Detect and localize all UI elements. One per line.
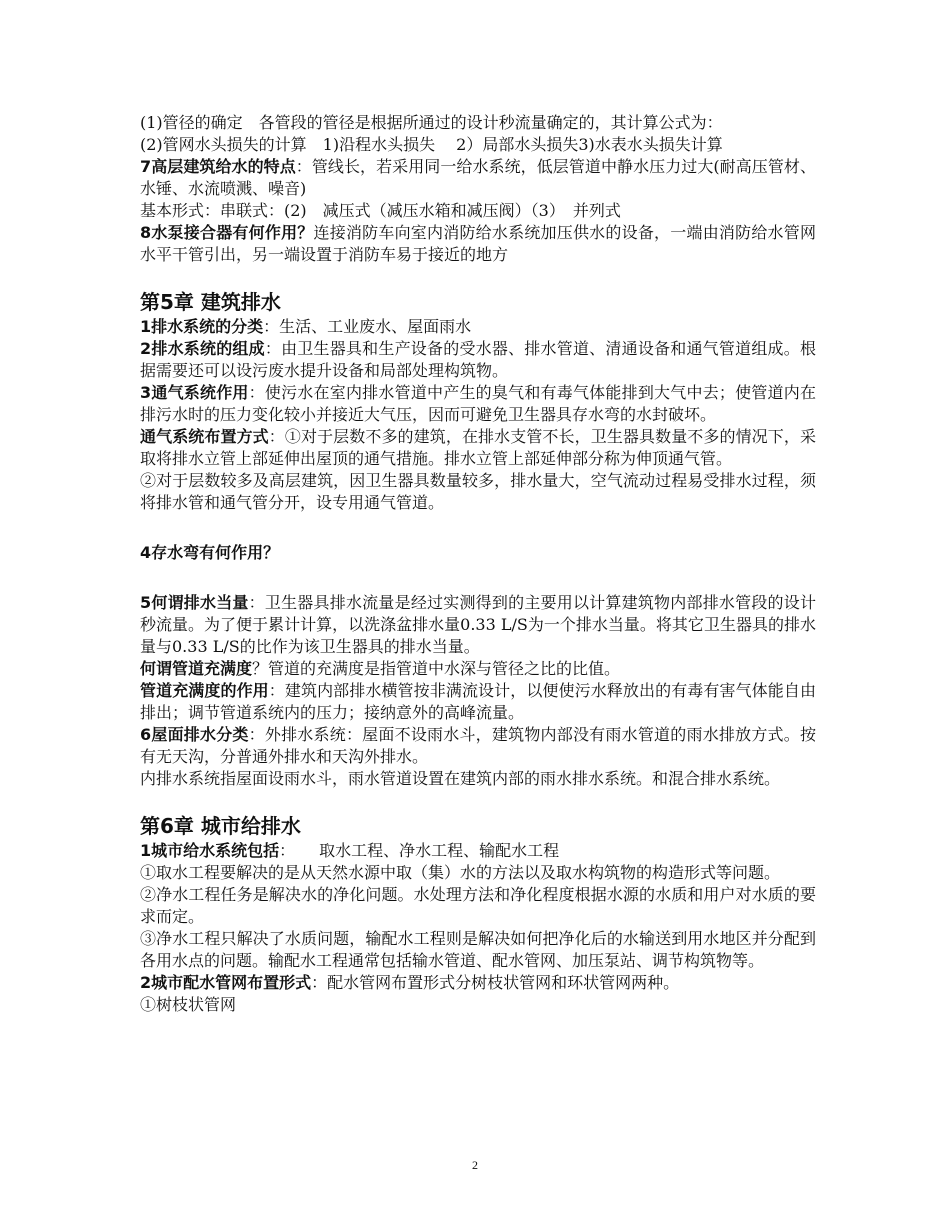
- para-intake: ①取水工程要解决的是从天然水源中取（集）水的方法以及取水构筑物的构造形式等问题。: [140, 863, 781, 882]
- text-vent-function: ：使污水在室内排水管道中产生的臭气和有毒气体能排到大气中去；使管道内在排污水时的压力变化较小并接近大气压，因而可避免卫生器具存水弯的水封破坏。: [140, 383, 816, 424]
- heading-fill-degree: 何谓管道充满度: [140, 659, 253, 678]
- page-number: 2: [472, 1158, 478, 1172]
- heading-roof-drainage: 6屋面排水分类: [140, 725, 249, 744]
- heading-city-water-system: 1城市给水系统包括: [140, 841, 280, 860]
- text-drainage-types: ：生活、工业废水、屋面雨水: [263, 317, 472, 336]
- heading-network-layout: 2城市配水管网布置形式: [140, 973, 312, 992]
- heading-vent-function: 3通气系统作用: [140, 383, 249, 402]
- para-network-layout: [140, 972, 816, 994]
- text-city-water-system: ： 取水工程、净水工程、输配水工程: [279, 841, 560, 860]
- heading-trap-question: 4存水弯有何作用？: [140, 543, 280, 562]
- text-roof-drainage: ：外排水系统：屋面不设雨水斗，建筑物内部没有雨水管道的雨水排放方式。按有无天沟，分普通外排水和天沟外排水。: [140, 725, 816, 766]
- text-drainage-equivalent: ：卫生器具排水流量是经过实测得到的主要用以计算建筑物内部排水管段的设计秒流量。为了便于累计计算，以洗涤盆排水量0.33 L/S为一个排水当量。将其它卫生器具的排水量与0.33 L/S的比作为该卫生器具的排水当量。: [140, 593, 816, 656]
- text-fill-degree: ？管道的充满度是指管道中水深与管径之比的比值。: [252, 659, 621, 678]
- text-pump-adapter: 连接消防车向室内消防给水系统加压供水的设备，一端由消防给水管网水平干管引出，另一端设置于消防车易于接近的地方: [140, 223, 816, 264]
- heading-fill-function: 管道充满度的作用: [140, 681, 269, 700]
- para-vent-layout-2: ②对于层数较多及高层建筑，因卫生器具数量较多，排水量大，空气流动过程易受排水过程，须将排水管和通气管分开，设专用通气管道。: [140, 471, 816, 512]
- text-fill-function: ：建筑内部排水横管按非满流设计，以便使污水释放出的有毒有害气体能自由排出；调节管道系统内的压力；接纳意外的高峰流量。: [140, 681, 816, 722]
- heading-highrise: 7高层建筑给水的特点: [140, 157, 296, 176]
- para-branch-network: ①树枝状管网: [140, 995, 237, 1014]
- para-vent-function: [140, 382, 816, 426]
- heading-drainage-equivalent: 5何谓排水当量: [140, 593, 249, 612]
- text-highrise: ：管线长，若采用同一给水系统，低层管道中静水压力过大(耐高压管材、水锤、水流喷溅、噪音): [140, 157, 816, 198]
- heading-drainage-types: 1排水系统的分类: [140, 317, 264, 336]
- para-fill-function: [140, 680, 816, 724]
- chapter-5-title: 第5章 建筑排水: [140, 290, 281, 314]
- para-pipe-diameter: (1)管径的确定 各管段的管径是根据所通过的设计秒流量确定的，其计算公式为：: [140, 113, 723, 132]
- para-vent-layout: [140, 426, 816, 470]
- para-highrise-water: [140, 156, 816, 200]
- para-roof-drainage: [140, 724, 816, 768]
- para-city-water-system: [140, 840, 816, 862]
- chapter-6-title: 第6章 城市给排水: [140, 814, 301, 838]
- para-distribution: ③净水工程只解决了水质问题，输配水工程则是解决如何把净化后的水输送到用水地区并分配到各用水点的问题。输配水工程通常包括输水管道、配水管网、加压泵站、调节构筑物等。: [140, 929, 816, 970]
- heading-drainage-composition: 2排水系统的组成: [140, 339, 265, 358]
- para-head-loss: (2)管网水头损失的计算 1)沿程水头损失 2）局部水头损失3)水表水头损失计算: [140, 135, 723, 154]
- para-pump-adapter: [140, 222, 816, 266]
- para-drainage-types: [140, 316, 816, 338]
- para-purification: ②净水工程任务是解决水的净化问题。水处理方法和净化程度根据水源的水质和用户对水质的要求而定。: [140, 885, 816, 926]
- text-vent-layout: ：①对于层数不多的建筑，在排水支管不长，卫生器具数量不多的情况下，采取将排水立管上部延伸出屋顶的通气措施。排水立管上部延伸部分称为伸顶通气管。: [140, 427, 816, 468]
- text-drainage-composition: ：由卫生器具和生产设备的受水器、排水管道、清通设备和通气管道组成。根据需要还可以设污废水提升设备和局部处理构筑物。: [140, 339, 816, 380]
- para-basic-forms: 基本形式：串联式：(2) 减压式（减压水箱和减压阀）（3） 并列式: [140, 201, 621, 220]
- para-drainage-equivalent: [140, 592, 816, 658]
- para-internal-drainage: 内排水系统指屋面设雨水斗，雨水管道设置在建筑内部的雨水排水系统。和混合排水系统。: [140, 769, 781, 788]
- document-page: [140, 112, 816, 1016]
- heading-vent-layout: 通气系统布置方式: [140, 427, 269, 446]
- text-network-layout: ：配水管网布置形式分树枝状管网和环状管网两种。: [311, 973, 680, 992]
- heading-pump-adapter: 8水泵接合器有何作用？: [140, 223, 314, 242]
- para-drainage-composition: [140, 338, 816, 382]
- para-trap-question: [140, 542, 816, 564]
- para-fill-degree: [140, 658, 816, 680]
